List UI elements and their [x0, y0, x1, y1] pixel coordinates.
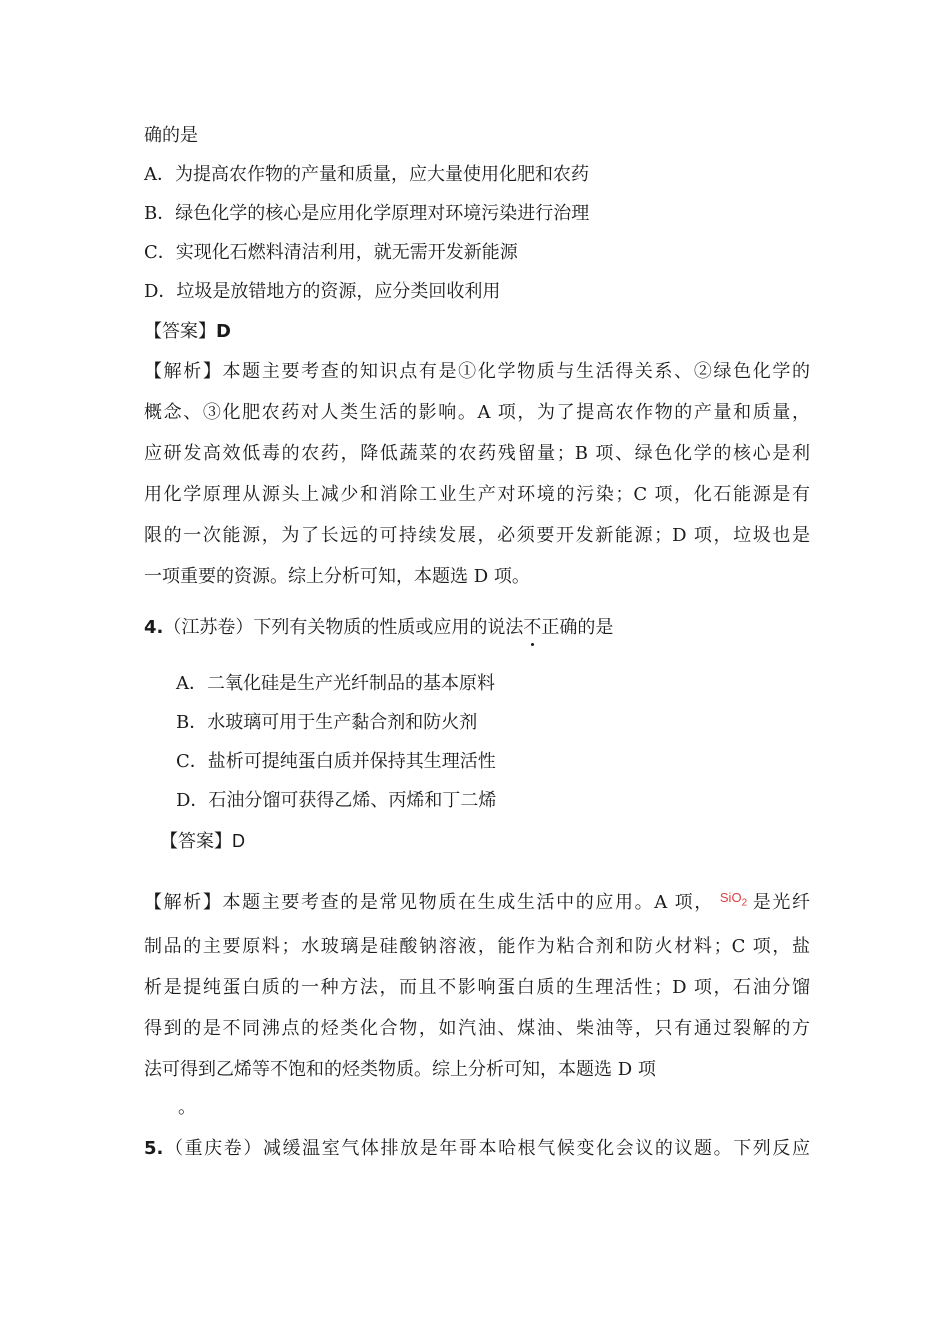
q4-stem-after: 正确的是 — [541, 617, 614, 638]
q4-analysis-first-before: 【解析】本题主要考查的是常见物质在生成生活中的应用。A 项， — [144, 892, 714, 913]
q4-analysis-first-after: 是光纤 — [751, 892, 811, 913]
q4-option-b: B．水玻璃可用于生产黏合剂和防火剂 — [176, 712, 478, 733]
q5-stem-text: （重庆卷）减缓温室气体排放是年哥本哈根气候变化会议的议题。下列反应 — [163, 1138, 810, 1159]
q3-analysis-line-4: 用化学原理从源头上减少和消除工业生产对环境的污染；C 项，化石能源是有 — [144, 484, 810, 505]
q3-analysis-line-2: 概念、③化肥农药对人类生活的影响。A 项，为了提高农作物的产量和质量， — [144, 402, 810, 423]
q3-answer-value: D — [216, 321, 231, 342]
q4-analysis-line-4: 得到的是不同沸点的烃类化合物，如汽油、煤油、柴油等，只有通过裂解的方 — [144, 1018, 810, 1039]
q4-number: 4. — [144, 617, 164, 638]
formula-subscript: 2 — [741, 897, 748, 909]
q4-stem-before: （江苏卷）下列有关物质的性质或应用的说法 — [163, 617, 524, 638]
q3-answer — [144, 320, 810, 344]
q4-option-c: C．盐析可提纯蛋白质并保持其生理活性 — [176, 751, 496, 772]
q3-analysis-line-5: 限的一次能源，为了长远的可持续发展，必须要开发新能源；D 项，垃圾也是 — [144, 525, 810, 546]
q5-stem — [144, 1137, 810, 1161]
q4-analysis-line-5: 法可得到乙烯等不饱和的烃类物质。综上分析可知，本题选 D 项 — [144, 1059, 656, 1080]
q4-option-d: D．石油分馏可获得乙烯、丙烯和丁二烯 — [176, 790, 497, 811]
q4-analysis-line-3: 析是提纯蛋白质的一种方法，而且不影响蛋白质的生理活性；D 项，石油分馏 — [144, 977, 810, 998]
q4-option-a: A．二氧化硅是生产光纤制品的基本原料 — [176, 673, 495, 694]
q4-answer — [160, 829, 826, 854]
q3-stem-tail: 确的是 — [144, 125, 198, 146]
q3-option-d: D．垃圾是放错地方的资源，应分类回收利用 — [144, 281, 501, 302]
q3-option-c: C．实现化石燃料清洁利用，就无需开发新能源 — [144, 242, 518, 263]
q4-analysis-line-2: 制品的主要原料；水玻璃是硅酸钠溶液，能作为粘合剂和防火材料；C 项，盐 — [144, 936, 810, 957]
q3-analysis-line-1: 【解析】本题主要考查的知识点有是①化学物质与生活得关系、②绿色化学的 — [144, 361, 810, 382]
q3-answer-label: 【答案】 — [144, 321, 216, 342]
q4-answer-value: D — [232, 831, 245, 851]
q5-number: 5. — [144, 1138, 164, 1159]
q3-option-a: A．为提高农作物的产量和质量，应大量使用化肥和农药 — [144, 164, 589, 185]
q4-answer-label: 【答案】 — [160, 831, 232, 852]
formula-main: SiO — [719, 890, 742, 905]
q3-analysis-line-3: 应研发高效低毒的农药，降低蔬菜的农药残留量；B 项、绿色化学的核心是利 — [144, 443, 810, 464]
q3-analysis-line-6: 一项重要的资源。综上分析可知，本题选 D 项。 — [144, 566, 530, 587]
q4-stem-emphasis: 不 — [523, 617, 542, 638]
q4-trailing-period: 。 — [178, 1097, 196, 1118]
q3-option-b: B．绿色化学的核心是应用化学原理对环境污染进行治理 — [144, 203, 590, 224]
sio2-formula — [720, 886, 747, 916]
q4-stem — [144, 616, 810, 640]
q4-analysis-line-1 — [144, 886, 810, 916]
